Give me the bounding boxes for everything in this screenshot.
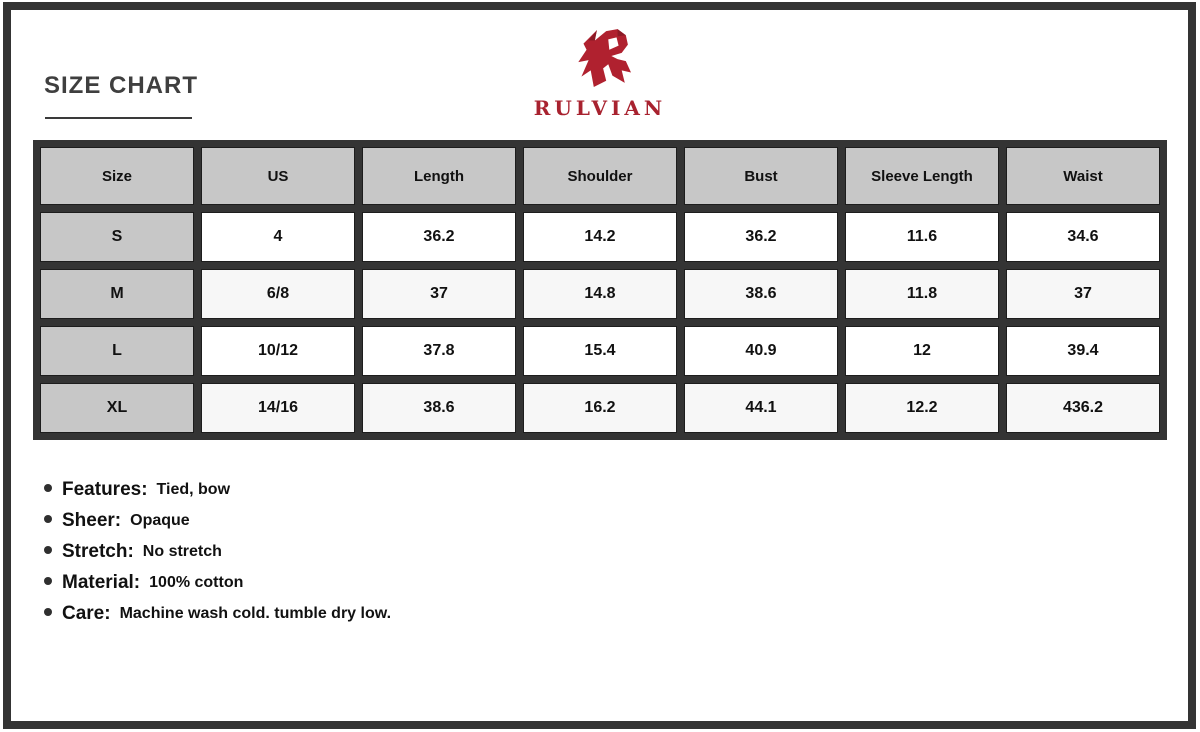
size-cell: M [40,269,194,319]
column-header-sleeve-length: Sleeve Length [845,147,999,205]
detail-value: Opaque [130,511,190,529]
column-header-bust: Bust [684,147,838,205]
measurement-cell: 34.6 [1006,212,1160,262]
page-title: SIZE CHART [44,72,198,99]
list-item-stretch [44,536,391,567]
column-header-waist: Waist [1006,147,1160,205]
list-item-sheer [44,505,391,536]
measurement-cell: 38.6 [362,383,516,433]
product-details-list [44,474,391,629]
measurement-cell: 38.6 [684,269,838,319]
measurement-cell: 36.2 [684,212,838,262]
measurement-cell: 14/16 [201,383,355,433]
size-cell: XL [40,383,194,433]
detail-label: Stretch: [62,540,134,562]
size-cell: S [40,212,194,262]
measurement-cell: 37 [1006,269,1160,319]
bullet-icon [44,608,52,616]
measurement-cell: 15.4 [523,326,677,376]
table-row-l [40,326,1160,376]
measurement-cell: 12.2 [845,383,999,433]
measurement-cell: 16.2 [523,383,677,433]
rulvian-logo-icon [569,26,631,88]
bullet-icon [44,515,52,523]
bullet-icon [44,577,52,585]
measurement-cell: 10/12 [201,326,355,376]
table-row-xl [40,383,1160,433]
measurement-cell: 11.6 [845,212,999,262]
measurement-cell: 40.9 [684,326,838,376]
measurement-cell: 436.2 [1006,383,1160,433]
bullet-icon [44,484,52,492]
measurement-cell: 36.2 [362,212,516,262]
measurement-cell: 14.2 [523,212,677,262]
table-row-s [40,212,1160,262]
measurement-cell: 6/8 [201,269,355,319]
list-item-care [44,598,391,629]
list-item-features [44,474,391,505]
table-header-row [40,147,1160,205]
bullet-icon [44,546,52,554]
column-header-us: US [201,147,355,205]
measurement-cell: 12 [845,326,999,376]
brand-logo [0,26,1200,120]
detail-value: Machine wash cold. tumble dry low. [119,604,392,622]
brand-name: RULVIAN [533,96,667,120]
column-header-length: Length [362,147,516,205]
detail-label: Features: [62,478,148,500]
detail-value: No stretch [142,542,222,560]
measurement-cell: 37 [362,269,516,319]
detail-value: Tied, bow [156,480,231,498]
measurement-cell: 11.8 [845,269,999,319]
detail-label: Care: [62,602,111,624]
measurement-cell: 4 [201,212,355,262]
size-cell: L [40,326,194,376]
detail-label: Sheer: [62,509,122,531]
measurement-cell: 14.8 [523,269,677,319]
table-row-m [40,269,1160,319]
measurement-cell: 37.8 [362,326,516,376]
column-header-shoulder: Shoulder [523,147,677,205]
list-item-material [44,567,391,598]
measurement-cell: 39.4 [1006,326,1160,376]
measurement-cell: 44.1 [684,383,838,433]
size-chart-table [33,140,1167,440]
detail-label: Material: [62,571,141,593]
column-header-size: Size [40,147,194,205]
detail-value: 100% cotton [149,573,244,591]
